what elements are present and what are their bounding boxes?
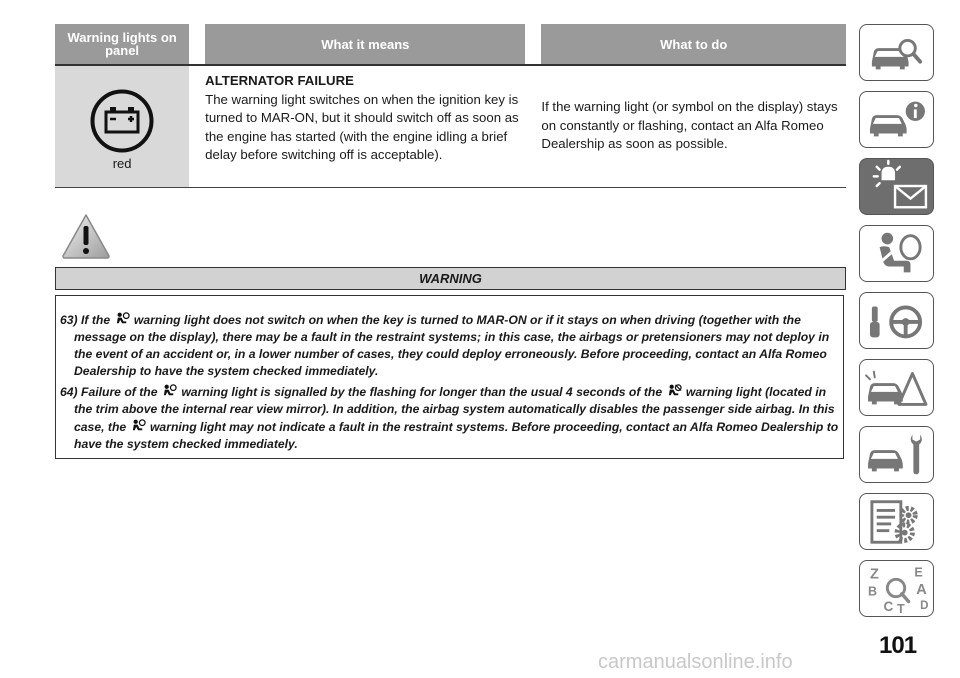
fault-title: ALTERNATOR FAILURE xyxy=(205,73,354,88)
warning-lights-table xyxy=(55,24,846,188)
svg-text:C: C xyxy=(883,599,894,615)
tab-warning-lights[interactable] xyxy=(859,158,934,215)
passenger-airbag-off-icon xyxy=(667,383,682,398)
technical-data-icon xyxy=(860,494,933,549)
alphabetical-index-icon xyxy=(860,561,933,616)
key-steering-wheel-icon xyxy=(860,293,933,348)
battery-icon xyxy=(89,88,155,154)
tab-index[interactable] xyxy=(859,560,934,617)
page-number: 101 xyxy=(879,632,917,659)
tab-starting-driving[interactable] xyxy=(859,292,934,349)
svg-text:Z: Z xyxy=(869,566,879,583)
tab-vehicle-info[interactable] xyxy=(859,91,934,148)
meaning-text: The warning light switches on when the ignition key is turned to MAR-ON, but it should switch off as soon as the engine has started (with the engine idling a brief delay before switching off is acceptable). xyxy=(205,91,519,162)
action-cell: If the warning light (or symbol on the display) stays on constantly or flashing, contact an Alfa Romeo Dealership as soon as possible. xyxy=(541,99,838,151)
tab-servicing-care[interactable] xyxy=(859,426,934,483)
airbag-icon xyxy=(131,418,146,433)
table-row xyxy=(55,66,846,188)
airbag-icon xyxy=(115,311,130,326)
car-info-icon xyxy=(860,92,933,147)
meaning-cell xyxy=(205,66,525,187)
header-warning-lights: Warning lights on panel xyxy=(55,24,189,64)
warning-heading: WARNING xyxy=(55,267,846,290)
airbag-icon xyxy=(162,383,177,398)
svg-text:D: D xyxy=(920,600,929,613)
svg-text:T: T xyxy=(896,602,905,616)
car-search-icon xyxy=(860,25,933,80)
car-emergency-icon xyxy=(860,360,933,415)
svg-text:B: B xyxy=(868,584,878,599)
watermark: carmanualsonline.info xyxy=(598,651,793,673)
header-what-to-do: What to do xyxy=(541,24,846,64)
airbag-seat-icon xyxy=(860,226,933,281)
note-63: 63) If the warning light does not switch on when the key is turned to MAR-ON or if it stays on when driving (together with the message on the display), there may be a fault in the restraint systems; in this case, the airbags or pretensioners may not deploy in the event of an accident or, in a lower number of cases, they could deploy erroneously. Before proceeding, contact an Alfa Romeo Dealership to have the system checked immediately. xyxy=(60,313,830,378)
car-maintenance-icon xyxy=(860,427,933,482)
tab-technical-data[interactable] xyxy=(859,493,934,550)
warning-lights-icon xyxy=(860,159,933,214)
warning-triangle-icon xyxy=(61,213,111,259)
table-header xyxy=(55,24,846,66)
tab-safety[interactable] xyxy=(859,225,934,282)
svg-text:E: E xyxy=(914,565,923,580)
lamp-cell xyxy=(55,66,189,187)
header-what-it-means: What it means xyxy=(205,24,525,64)
tab-getting-to-know-car[interactable] xyxy=(859,24,934,81)
lamp-color: red xyxy=(112,156,132,171)
note-64: 64) Failure of the warning light is signalled by the flashing for longer than the usual 4 seconds of the warning light (located in the trim above the internal rear view mirror). In addition, the airbag system automatically disables the passenger side airbag. In this case, the warning light may not indicate a fault in the restraint systems. Before proceeding, contact an Alfa Romeo Dealership to have the system checked immediately. xyxy=(60,385,839,451)
warning-box xyxy=(55,295,844,459)
tab-in-an-emergency[interactable] xyxy=(859,359,934,416)
svg-text:A: A xyxy=(916,581,927,598)
